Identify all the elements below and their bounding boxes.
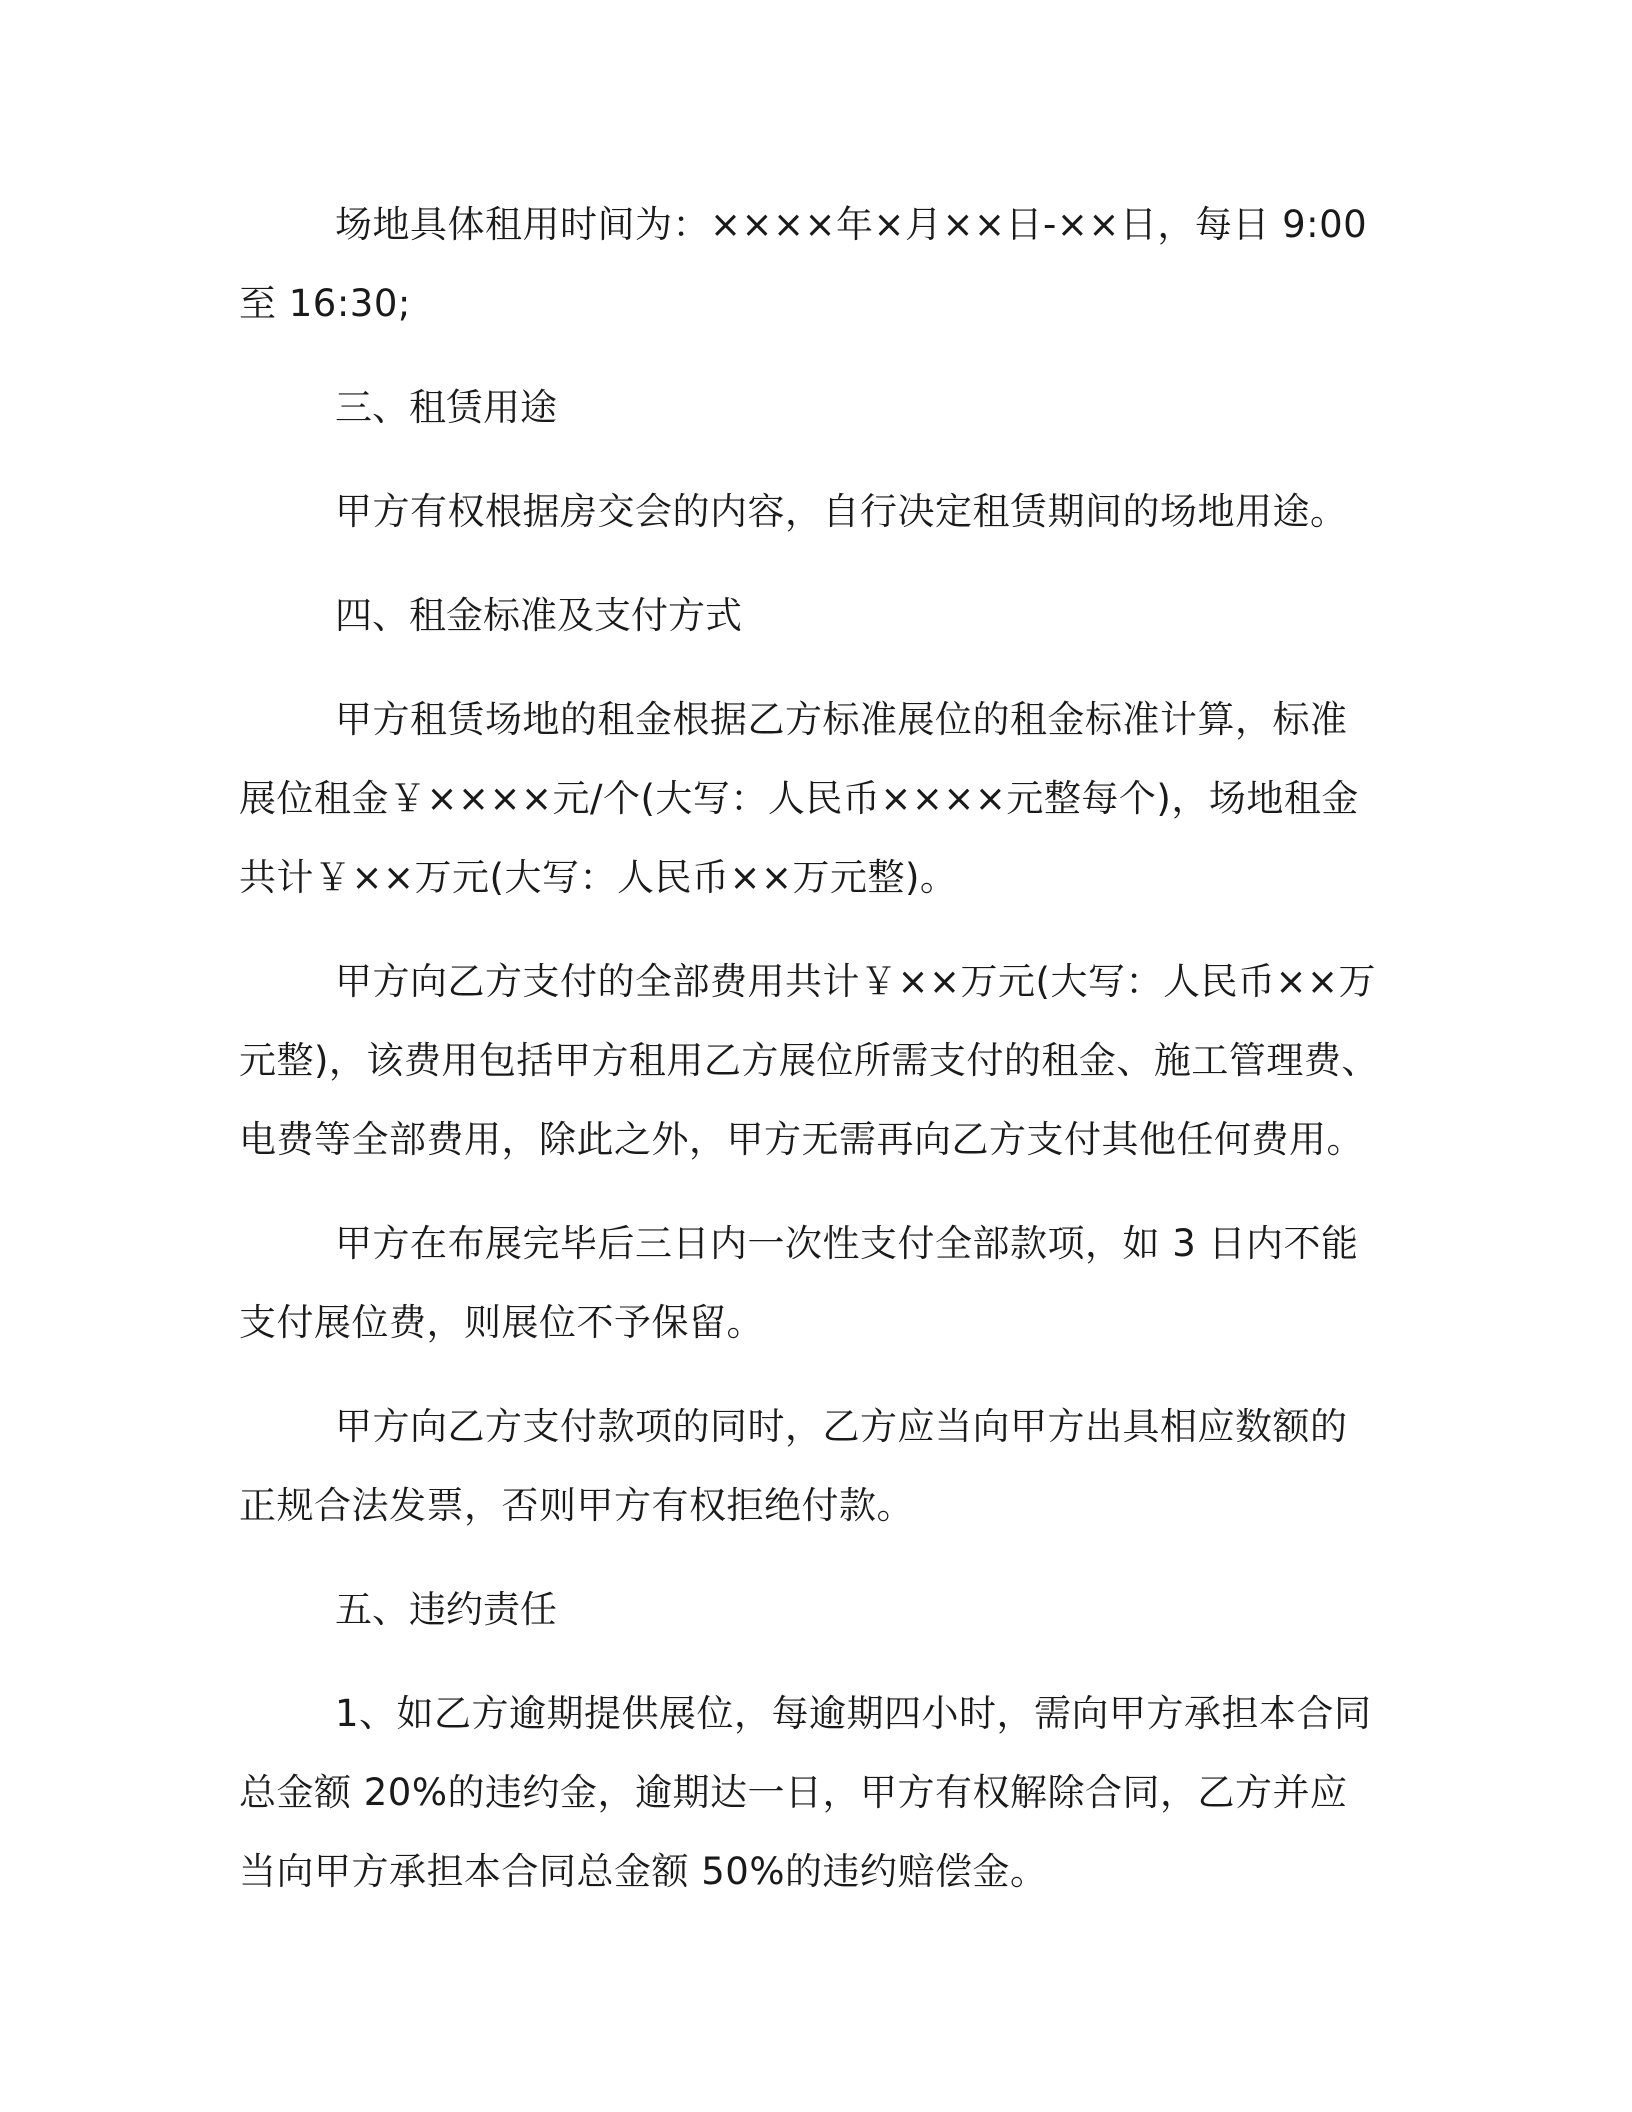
paragraph-payment-deadline: 甲方在布展完毕后三日内一次性支付全部款项，如 3 日内不能支付展位费，则展位不予保留。 [239, 1222, 1359, 1344]
paragraph-total-fees: 甲方向乙方支付的全部费用共计￥××万元(大写：人民币××万元整)，该费用包括甲方租用乙方展位所需支付的租金、施工管理费、电费等全部费用，除此之外，甲方无需再向乙方支付其他任何费用。 [239, 960, 1379, 1161]
spacer [239, 1649, 1379, 1674]
paragraph-rental-time: 场地具体租用时间为：××××年×月××日-××日，每日 9:00 至 16:30; [239, 203, 1368, 325]
spacer [239, 1179, 1379, 1204]
paragraph-rent-standard: 甲方租赁场地的租金根据乙方标准展位的租金标准计算，标准展位租金￥××××元/个(大写：人民币××××元整每个)，场地租金共计￥××万元(大写：人民币××万元整)。 [239, 698, 1359, 899]
paragraph-invoice: 甲方向乙方支付款项的同时，乙方应当向甲方出具相应数额的正规合法发票，否则甲方有权拒绝付款。 [239, 1405, 1348, 1527]
heading-section-4: 四、租金标准及支付方式 [335, 594, 742, 637]
spacer [239, 343, 1379, 368]
spacer [239, 1545, 1379, 1570]
paragraph-lease-purpose: 甲方有权根据房交会的内容，自行决定租赁期间的场地用途。 [335, 490, 1348, 533]
spacer [239, 917, 1379, 942]
spacer [239, 551, 1379, 576]
spacer [239, 447, 1379, 472]
spacer [239, 1362, 1379, 1387]
heading-section-3: 三、租赁用途 [335, 386, 557, 429]
heading-section-5: 五、违约责任 [335, 1588, 557, 1631]
spacer [239, 655, 1379, 680]
paragraph-breach-clause-1: 1、如乙方逾期提供展位，每逾期四小时，需向甲方承担本合同总金额 20%的违约金，逾期达一日，甲方有权解除合同，乙方并应当向甲方承担本合同总金额 50%的违约赔偿金。 [239, 1692, 1372, 1893]
document-page [239, 185, 1379, 1911]
